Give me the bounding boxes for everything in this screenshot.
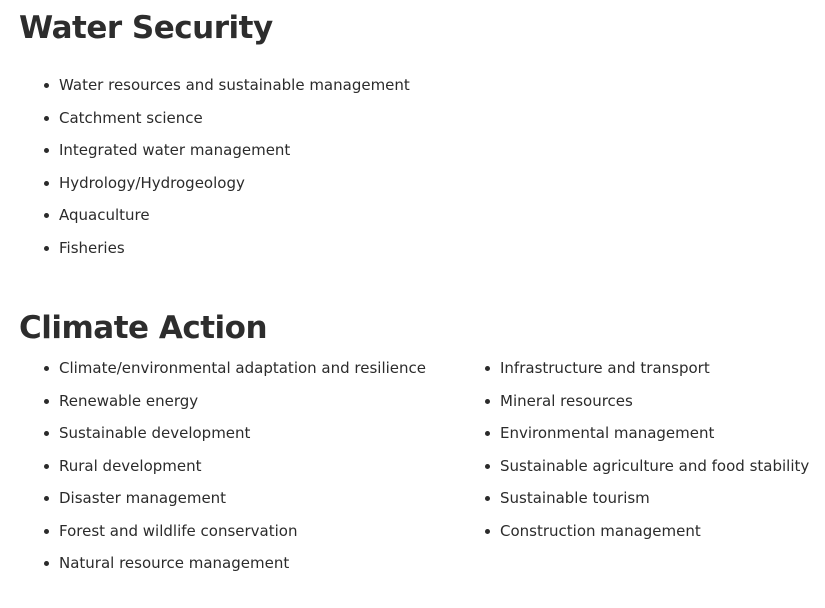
list-item-label: Catchment science <box>59 108 203 127</box>
bullet-icon <box>44 496 49 501</box>
list-item-label: Rural development <box>59 456 202 475</box>
list-item-label: Fisheries <box>59 238 125 257</box>
list-item-label: Integrated water management <box>59 141 291 159</box>
bullet-icon <box>485 496 490 501</box>
list-item <box>485 423 809 456</box>
water-security-list <box>44 75 410 270</box>
bullet-icon <box>44 366 49 371</box>
list-item <box>44 488 426 521</box>
list-item <box>44 238 410 271</box>
climate-action-list-right <box>485 358 809 553</box>
climate-action-heading: Climate Action <box>19 310 268 346</box>
list-item <box>485 456 809 489</box>
list-item <box>44 553 426 586</box>
bullet-icon <box>485 464 490 469</box>
list-item <box>485 488 809 521</box>
list-item-label: Water resources and sustainable management <box>59 76 410 94</box>
list-item-label: Environmental management <box>500 424 715 442</box>
list-item <box>485 521 809 554</box>
bullet-icon <box>44 148 49 153</box>
list-item-label: Aquaculture <box>59 206 150 224</box>
list-item <box>485 391 809 424</box>
list-item-label: Disaster management <box>59 489 227 507</box>
list-item-label: Sustainable development <box>59 424 251 442</box>
list-item-label: Sustainable agriculture and food stability <box>500 456 810 475</box>
bullet-icon <box>44 213 49 218</box>
bullet-icon <box>485 366 490 371</box>
list-item-label: Natural resource management <box>59 554 290 572</box>
bullet-icon <box>44 181 49 186</box>
water-security-heading: Water Security <box>19 10 273 46</box>
bullet-icon <box>44 246 49 251</box>
list-item-label: Sustainable tourism <box>500 489 650 507</box>
list-item <box>44 205 410 238</box>
bullet-icon <box>485 431 490 436</box>
list-item-label: Climate/environmental adaptation and resilience <box>59 359 427 377</box>
list-item-label: Construction management <box>500 521 701 540</box>
list-item-label: Forest and wildlife conservation <box>59 521 298 540</box>
list-item <box>44 521 426 554</box>
list-item <box>485 358 809 391</box>
bullet-icon <box>44 399 49 404</box>
list-item <box>44 391 426 424</box>
bullet-icon <box>44 464 49 469</box>
bullet-icon <box>485 529 490 534</box>
list-item-label: Renewable energy <box>59 391 199 410</box>
climate-action-list-left <box>44 358 426 586</box>
bullet-icon <box>44 431 49 436</box>
bullet-icon <box>485 399 490 404</box>
bullet-icon <box>44 116 49 121</box>
list-item <box>44 456 426 489</box>
list-item <box>44 173 410 206</box>
list-item <box>44 140 410 173</box>
list-item <box>44 423 426 456</box>
list-item <box>44 108 410 141</box>
list-item-label: Mineral resources <box>500 391 633 410</box>
list-item <box>44 75 410 108</box>
bullet-icon <box>44 561 49 566</box>
list-item-label: Infrastructure and transport <box>500 359 710 377</box>
list-item <box>44 358 426 391</box>
bullet-icon <box>44 83 49 88</box>
bullet-icon <box>44 529 49 534</box>
list-item-label: Hydrology/Hydrogeology <box>59 173 245 192</box>
